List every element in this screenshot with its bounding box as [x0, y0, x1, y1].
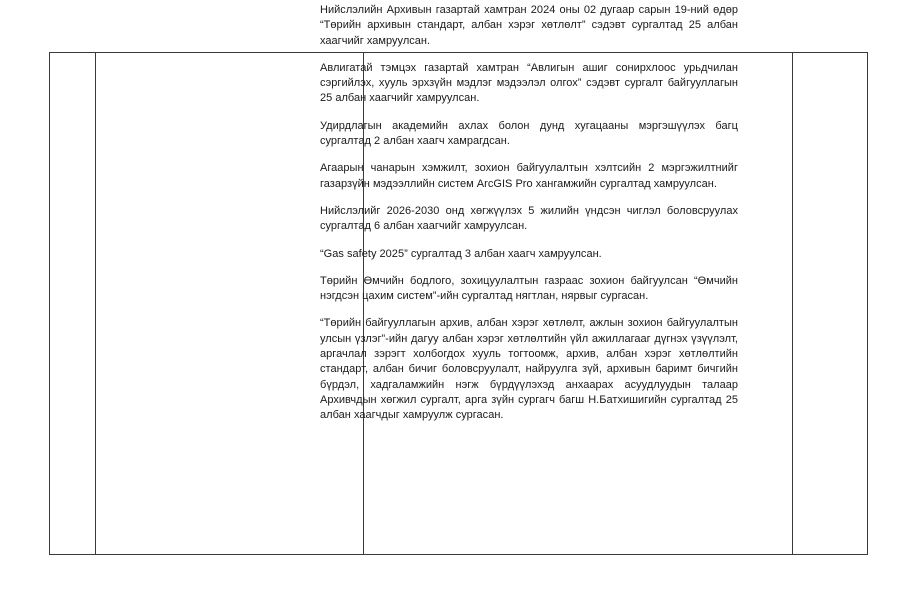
paragraph-academy-training: Удирдлагын академийн ахлах болон дунд хугацааны мэргэшүүлэх багц сургалтад 2 албан хаагч хамрагдсан.	[320, 119, 738, 148]
paragraph-gas-safety-training: “Gas safety 2025” сургалтад 3 албан хаагч хамруулсан.	[320, 247, 602, 260]
paragraph-property-system-training: Төрийн Өмчийн бодлого, зохицуулалтын газраас зохион байгуулсан “Өмчийн нэгдсэн цахим систем”-ийн сургалтад нягтлан, нярвыг сургасан.	[320, 274, 738, 303]
column-divider	[95, 53, 96, 554]
activity-cell	[320, 3, 738, 436]
paragraph-arcgis-training: Агаарын чанарын хэмжилт, зохион байгуулалтын хэлтсийн 2 мэргэжилтнийг газарзүйн мэдээллийн систем ArcGIS Pro хангамжийн сургалтад хамруулсан.	[320, 162, 738, 190]
paragraph-archive-training: Нийслэлийн Архивын газартай хамтран 2024 оны 02 дугаар сарын 19-ний өдөр “Төрийн архивын стандарт, албан хэрэг хөтлөлт” сэдэвт сургалтад 25 албан хаагчийг хамруулсан.	[320, 4, 738, 47]
paragraph-archive-inspection-training: “Төрийн байгууллагын архив, албан хэрэг хөтлөлт, ажлын зохион байгуулалтын улсын үзлэг”-ийн дагуу албан хэрэг хөтлөлтийн үйл ажиллагааг дүгнэх үзүүлэлт, аргачлал зэрэгт холбогдох хууль тогтоомж, архив, албан хэрэг хөтлөлтийн стандарт, албан бичиг боловсруулалт, найруулга зүй, архивын баримт бичгийн бүрдэл, хадгаламжийн нэгж бүрдүүлэхэд анхаарах асуудлуудын талаар Архивчдын хөгжил сургалт, арга зүйн сургагч багш Н.Батхишигийн сургалтад 25 албан хаагчдыг хамруулж сургасан.	[320, 317, 738, 422]
paragraph-development-plan-training: Нийслэлийг 2026-2030 онд хөгжүүлэх 5 жилийн үндсэн чиглэл боловсруулах сургалтад 6 албан хаагчийг хамруулсан.	[320, 204, 738, 233]
column-divider	[792, 53, 793, 554]
paragraph-anticorruption-training: Авлигатай тэмцэх газартай хамтран “Авлигын ашиг сонирхлоос урьдчилан сэргийлэх, хууль эрхзүйн мэдлэг мэдээлэл олгох” сэдэвт сургалт байгууллагын 25 албан хаагчийг хамруулсан.	[320, 61, 738, 105]
